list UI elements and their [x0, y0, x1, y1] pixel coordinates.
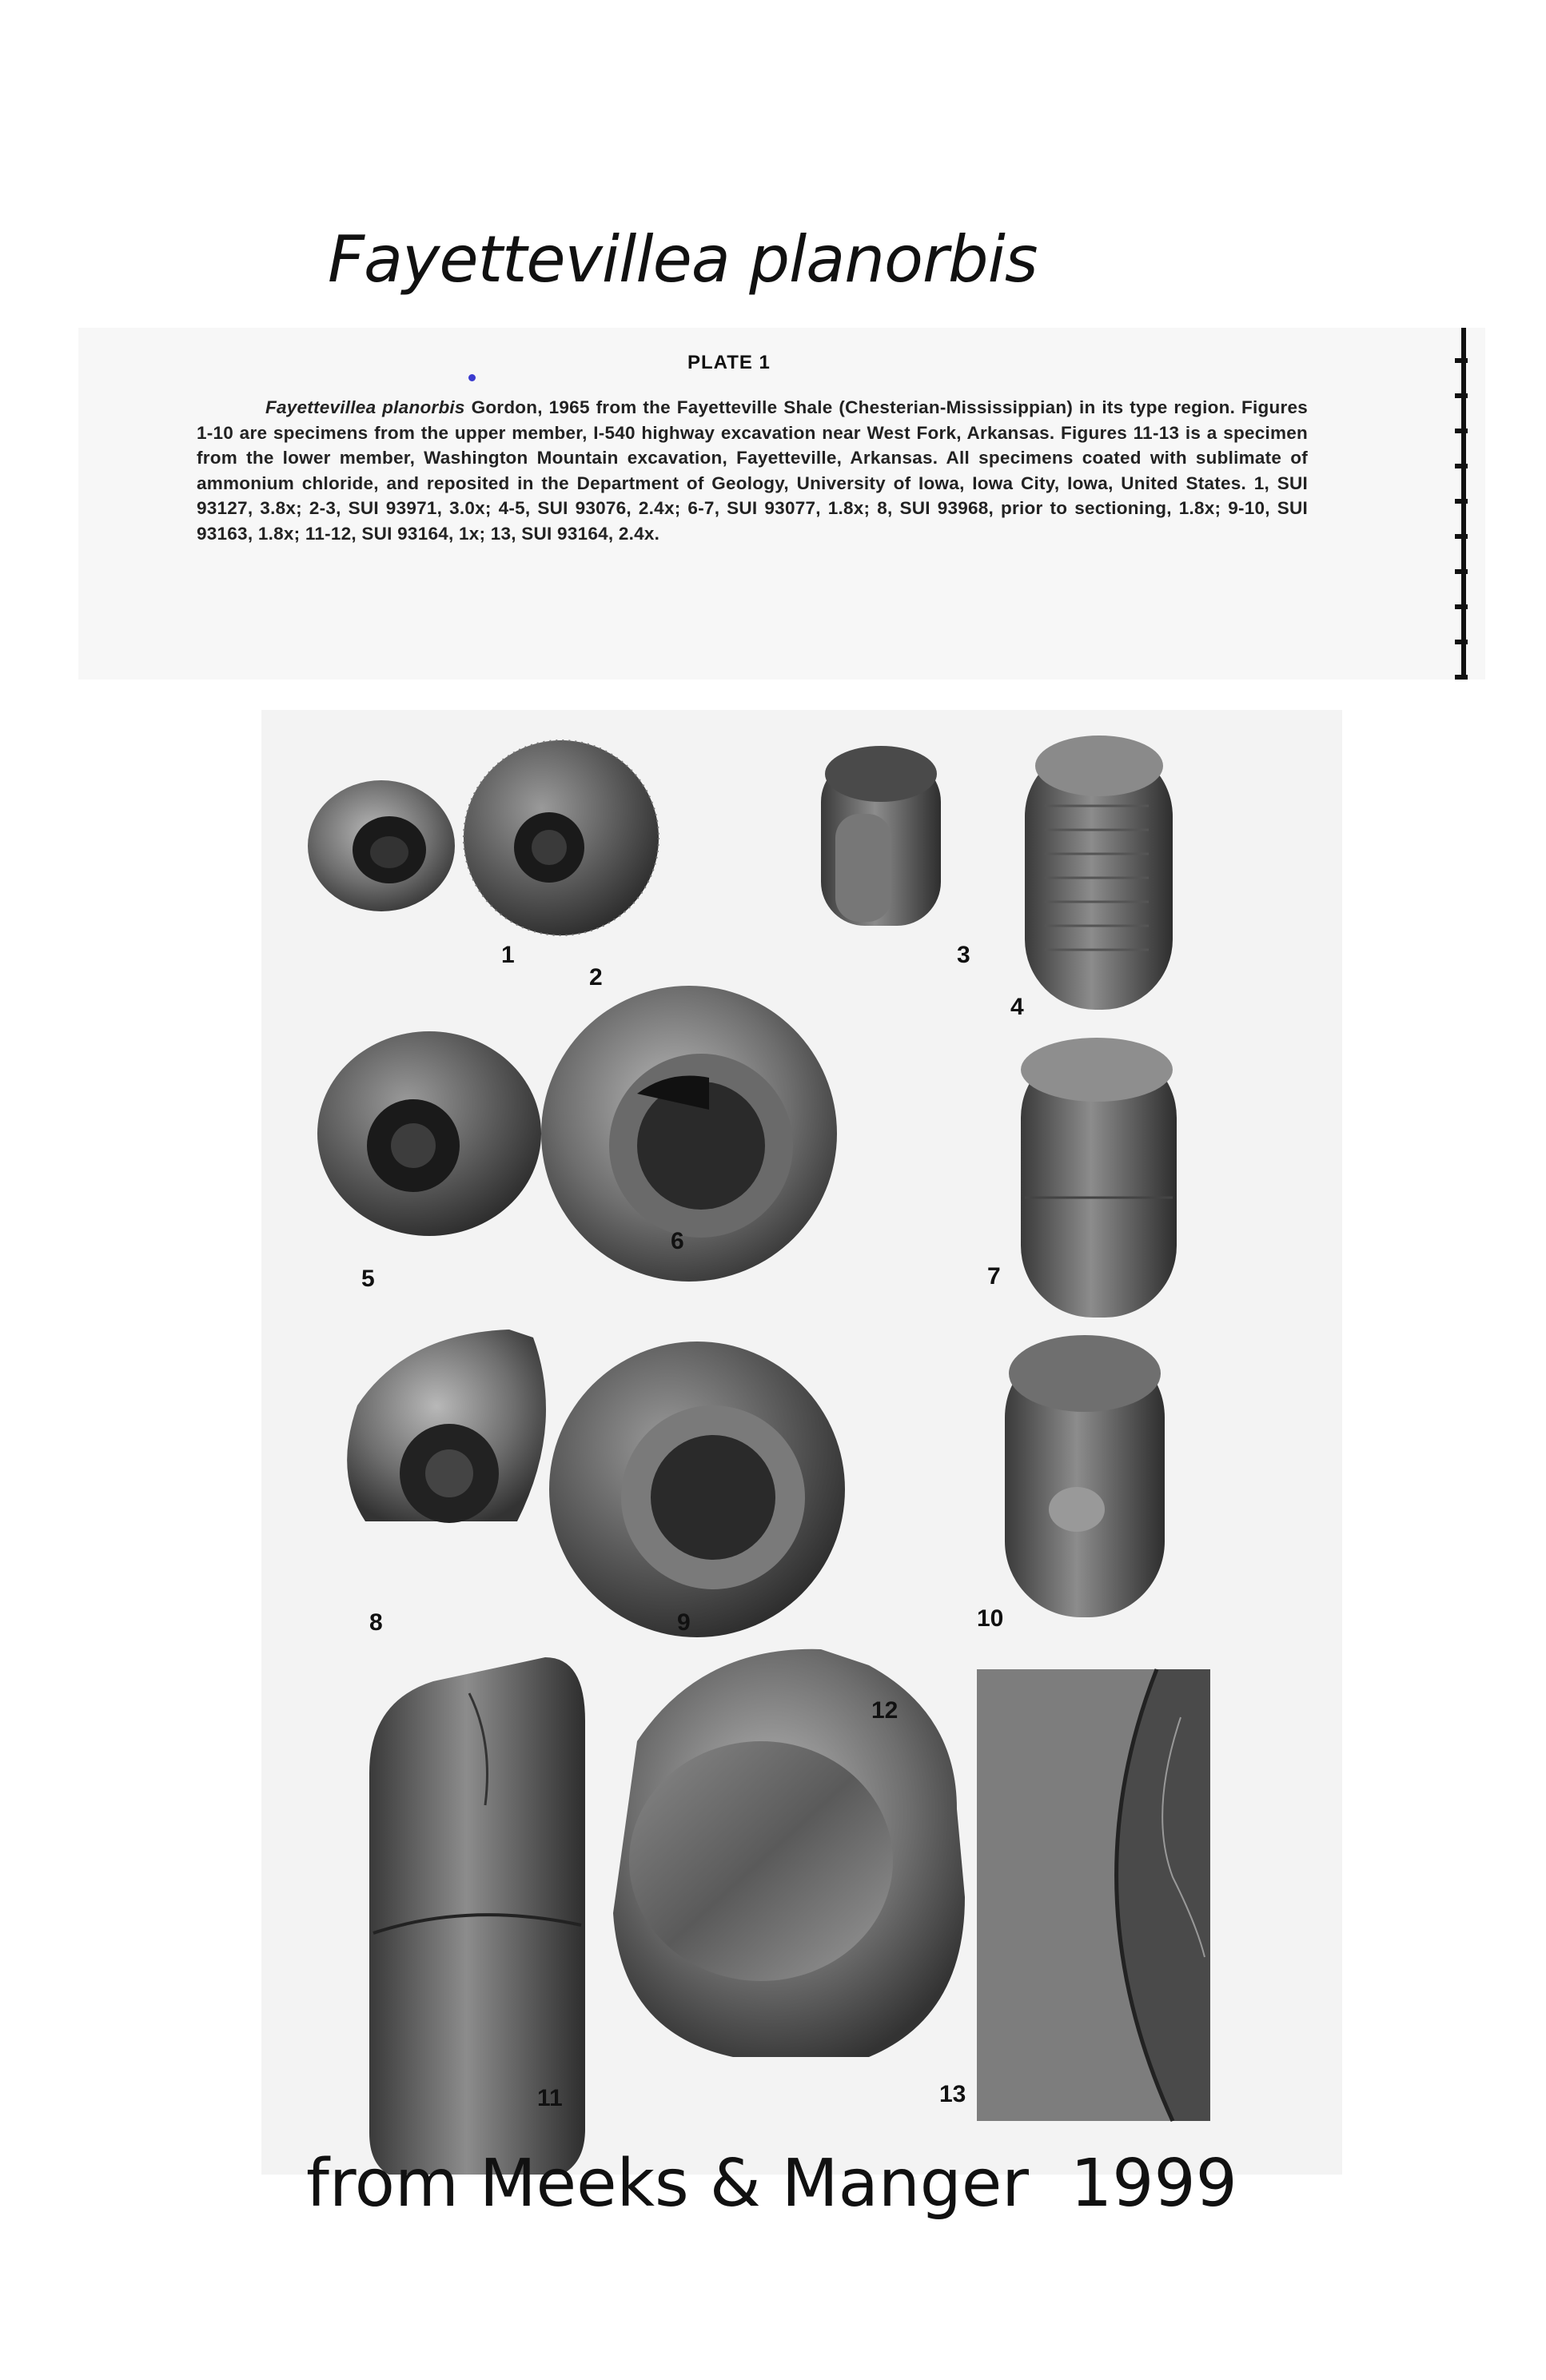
scan-edge-bar [1461, 328, 1466, 680]
plate-caption [197, 395, 1308, 546]
specimen-13-closeup [977, 1669, 1210, 2121]
plate-heading: PLATE 1 [687, 352, 771, 373]
specimen-1-shell [308, 780, 455, 911]
figure-label-5: 5 [361, 1266, 375, 1292]
specimen-12-shell [613, 1649, 965, 2057]
specimen-5-shell [317, 1031, 541, 1236]
specimen-10-shell [1005, 1335, 1165, 1617]
fossil-plate-drawing [261, 710, 1342, 2175]
slide-title: Fayettevillea planorbis [328, 222, 1038, 297]
figure-label-6: 6 [671, 1228, 684, 1254]
specimen-9-shell [549, 1341, 845, 1637]
specimen-8-shell [347, 1330, 546, 1523]
figure-label-8: 8 [369, 1609, 383, 1636]
fossil-plate [261, 710, 1342, 2175]
caption-species: Fayettevillea planorbis [265, 397, 465, 417]
figure-label-4: 4 [1010, 994, 1024, 1020]
figure-label-12: 12 [871, 1697, 899, 1724]
specimen-7-shell [1021, 1038, 1177, 1318]
specimen-6-shell [541, 986, 837, 1282]
figure-label-2: 2 [589, 964, 603, 991]
figure-label-9: 9 [677, 1609, 691, 1636]
blue-dot [468, 374, 476, 381]
source-credit: from Meeks & Manger 1999 [306, 2146, 1237, 2222]
figure-label-10: 10 [977, 1605, 1004, 1632]
specimen-2-shell [464, 740, 659, 935]
caption-body: Gordon, 1965 from the Fayetteville Shale (Chesterian-Mississippian) in its type region. Figures 1-10 are specimens from the upper member, I-540 highway excavation near West Fork, Arkansas. Figures 11-13 is a specimen from the lower member, Washington Mountain excavation, Fayetteville, Arkansas. All specimens coated with sublimate of ammonium chloride, and reposited in the Department of Geology, University of Iowa, Iowa City, Iowa, United States. 1, SUI 93127, 3.8x; 2-3, SUI 93971, 3.0x; 4-5, SUI 93076, 2.4x; 6-7, SUI 93077, 1.8x; 8, SUI 93968, prior to sectioning, 1.8x; 9-10, SUI 93163, 1.8x; 11-12, SUI 93164, 1x; 13, SUI 93164, 2.4x. [197, 397, 1308, 544]
specimen-4-shell [1025, 736, 1173, 1010]
figure-label-3: 3 [957, 942, 970, 968]
figure-label-13: 13 [939, 2081, 966, 2107]
figure-label-7: 7 [987, 1263, 1001, 1290]
specimen-3-shell [821, 746, 941, 926]
figure-label-11: 11 [537, 2085, 563, 2111]
figure-label-1: 1 [501, 942, 515, 968]
